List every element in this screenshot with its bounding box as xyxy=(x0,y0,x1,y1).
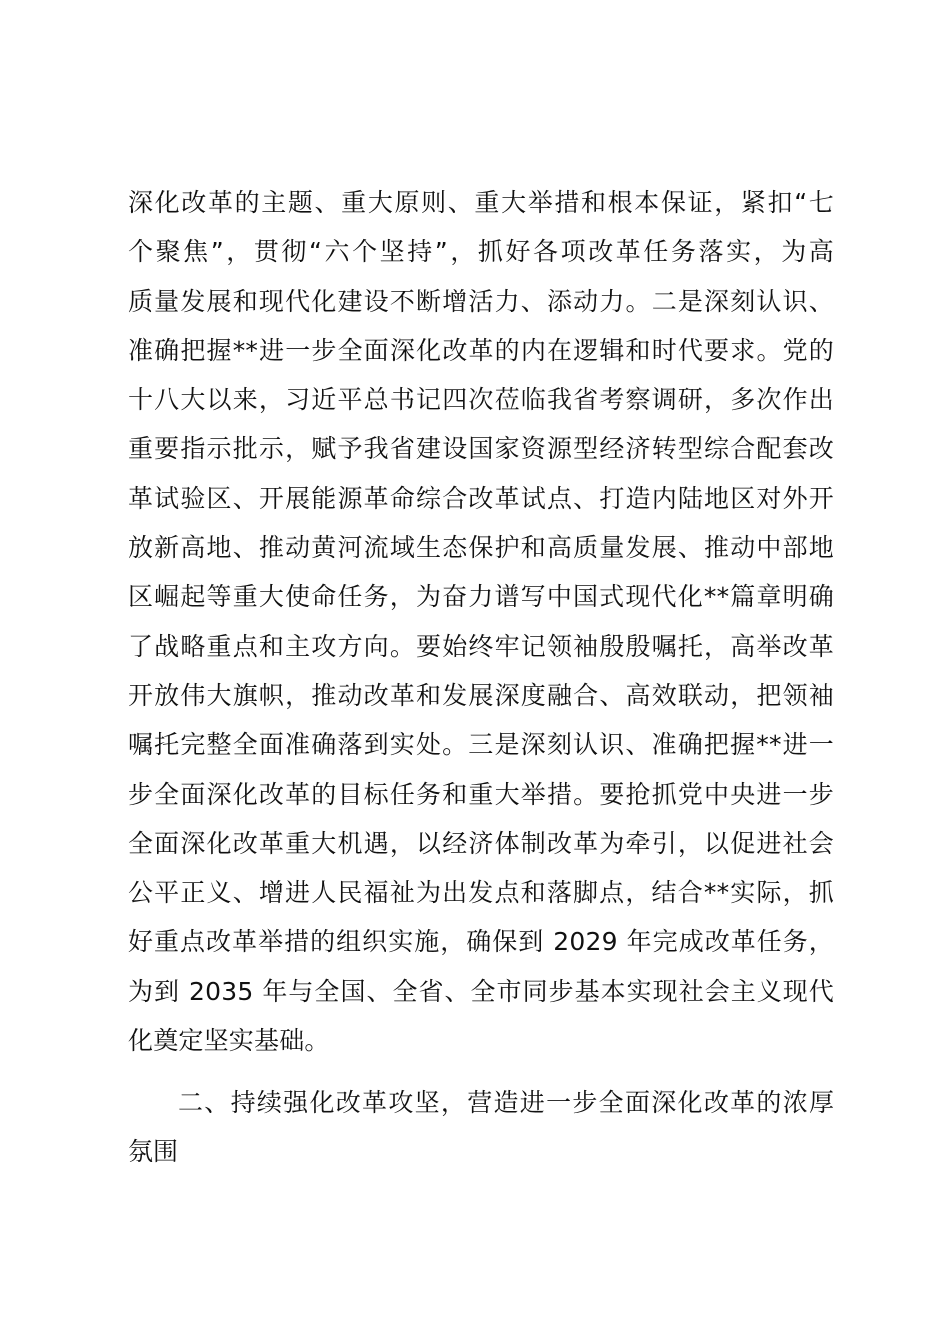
paragraph-line: 深化改革的主题、重大原则、重大举措和根本保证，紧扣“七 xyxy=(128,188,834,217)
paragraph-line: 开放伟大旗帜，推动改革和发展深度融合、高效联动，把领袖 xyxy=(128,680,834,710)
body-paragraph xyxy=(128,178,834,1065)
paragraph-line: 为到 2035 年与全国、全省、全市同步基本实现社会主义现代 xyxy=(128,976,834,1006)
section-heading-line: 二、持续强化改革攻坚，营造进一步全面深化改革的浓厚 xyxy=(178,1088,834,1117)
paragraph-line: 全面深化改革重大机遇，以经济体制改革为牵引，以促进社会 xyxy=(128,828,834,858)
paragraph-line: 质量发展和现代化建设不断增活力、添动力。二是深刻认识、 xyxy=(128,286,834,316)
paragraph-line: 公平正义、增进人民福祉为出发点和落脚点，结合**实际，抓 xyxy=(128,878,834,908)
paragraph-line: 了战略重点和主攻方向。要始终牢记领袖殷殷嘱托，高举改革 xyxy=(128,631,834,661)
paragraph-line: 化奠定坚实基础。 xyxy=(128,1026,330,1056)
paragraph-line: 嘱托完整全面准确落到实处。三是深刻认识、准确把握**进一 xyxy=(128,730,834,760)
paragraph-line: 革试验区、开展能源革命综合改革试点、打造内陆地区对外开 xyxy=(128,483,834,513)
section-heading xyxy=(128,1078,834,1177)
paragraph-line: 十八大以来，习近平总书记四次莅临我省考察调研，多次作出 xyxy=(128,385,834,415)
paragraph-line: 好重点改革举措的组织实施，确保到 2029 年完成改革任务， xyxy=(128,927,834,957)
paragraph-line: 准确把握**进一步全面深化改革的内在逻辑和时代要求。党的 xyxy=(128,335,834,365)
paragraph-line: 区崛起等重大使命任务，为奋力谱写中国式现代化**篇章明确 xyxy=(128,582,834,612)
paragraph-line: 步全面深化改革的目标任务和重大举措。要抢抓党中央进一步 xyxy=(128,779,834,809)
section-heading-line: 氛围 xyxy=(128,1137,179,1167)
paragraph-line: 放新高地、推动黄河流域生态保护和高质量发展、推动中部地 xyxy=(128,533,834,563)
paragraph-line: 重要指示批示，赋予我省建设国家资源型经济转型综合配套改 xyxy=(128,434,834,464)
paragraph-line: 个聚焦”，贯彻“六个坚持”，抓好各项改革任务落实，为高 xyxy=(128,237,834,267)
